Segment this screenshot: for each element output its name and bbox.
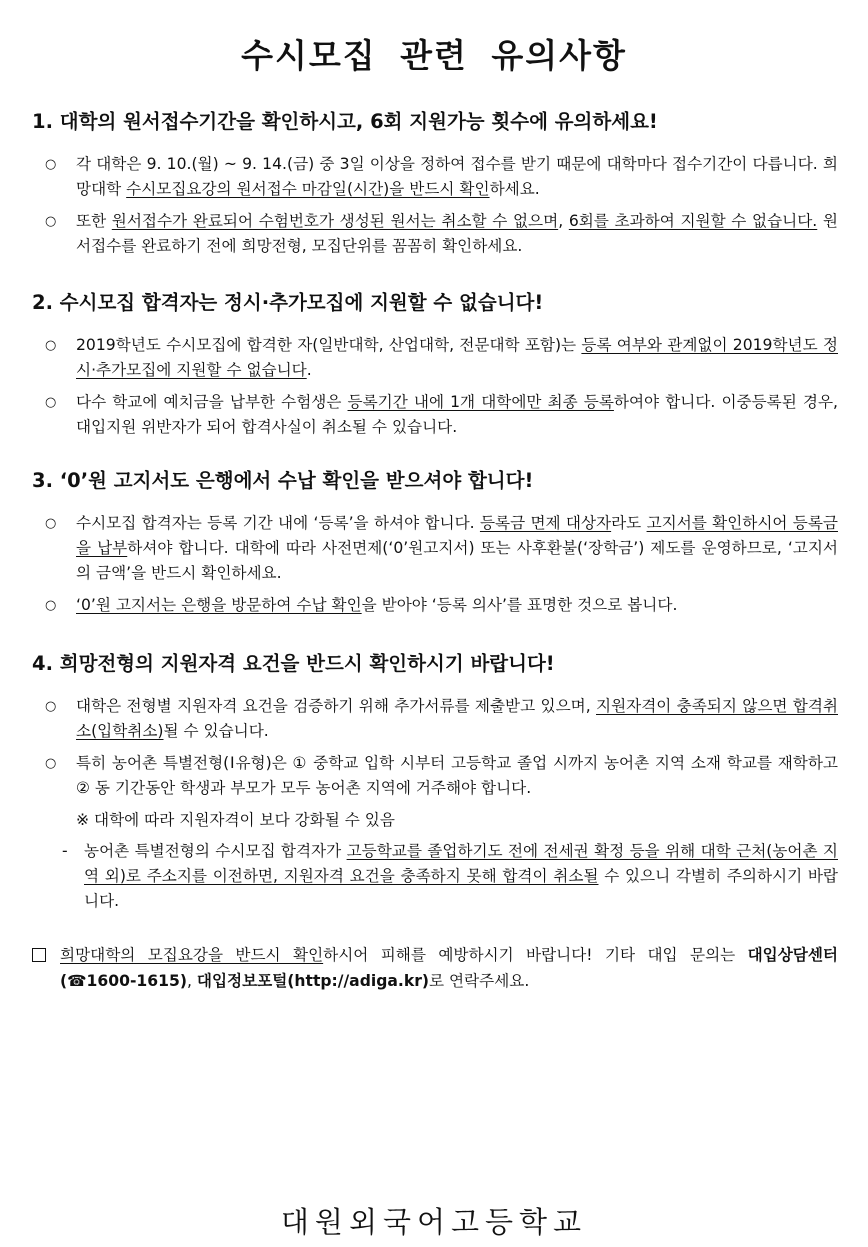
bullet-text: 각 대학은 9. 10.(월) ~ 9. 14.(금) 중 3일 이상을 정하여 접수를 받기 때문에 대학마다 접수기간이 다릅니다. 희망대학 [76, 155, 838, 198]
circle-bullet-icon: ○ [45, 756, 57, 771]
section-4-bullet-2 [32, 751, 838, 801]
school-name: 대원외국어고등학교 [280, 1205, 588, 1239]
bullet-text: . [306, 361, 312, 379]
circle-bullet-icon: ○ [45, 338, 57, 353]
underlined-text: 고등학교를 졸업하기도 전에 전세권 확정 등을 위해 대학 근처(농어촌 지역 외)로 주소지를 이전하면, 지원자격 요건을 충족하지 못해 합격이 취소될 [84, 842, 838, 885]
bullet-text: 을 받아야 ‘등록 의사’를 표명한 것으로 봅니다. [361, 596, 678, 614]
underlined-text: 지원자격이 충족되지 않으면 합격취소(입학취소) [76, 697, 838, 740]
underlined-text: 등록기간 내에 1개 대학에만 최종 등록 [347, 393, 614, 411]
section-4-title: 4. 희망전형의 지원자격 요건을 반드시 확인하시기 바랍니다! [32, 652, 555, 675]
bullet-text: 수시모집 합격자는 등록 기간 내에 ‘등록’을 하셔야 합니다. [76, 514, 480, 532]
underlined-text: 등록금 면제 대상자 [479, 514, 612, 532]
checkbox-square-icon [32, 948, 46, 962]
closing-text [32, 942, 838, 994]
circle-bullet-icon: ○ [45, 699, 57, 714]
contact-center: 대입상담센터(☎1600-1615) [60, 946, 838, 990]
bullet-text: 다수 학교에 예치금을 납부한 수험생은 [76, 393, 348, 411]
section-2-bullet-1 [32, 333, 838, 383]
section-2 [32, 287, 838, 447]
section-4 [32, 648, 838, 914]
section-1-bullet-1 [32, 152, 838, 202]
section-3-bullet-2 [32, 593, 838, 618]
underlined-text: 고지서를 확인하시어 등록금을 납부 [76, 514, 838, 557]
bullet-text: 하셔야 합니다. 대학에 따라 사전면제(‘0’원고지서) 또는 사후환불(‘장학금’) 제도를 운영하므로, ‘고지서의 금액’을 반드시 확인하세요. [76, 539, 838, 582]
bullet-text: 하여야 합니다. 이중등록된 경우, 대입지원 위반자가 되어 합격사실이 취소될 수 있습니다. [76, 393, 838, 436]
closing-note [32, 942, 838, 994]
underlined-text: 원서접수가 완료되어 수험번호가 생성된 원서는 취소할 수 없으며 [111, 212, 559, 230]
section-4-note: ※ 대학에 따라 지원자격이 보다 강화될 수 있음 [76, 811, 395, 829]
underlined-text: ‘0’원 고지서는 은행을 방문하여 수납 확인 [76, 596, 362, 614]
section-3-title: 3. ‘0’원 고지서도 은행에서 수납 확인을 받으셔야 합니다! [32, 469, 534, 492]
bullet-text: 농어촌 특별전형의 수시모집 합격자가 [84, 842, 347, 860]
section-3-bullet-1 [32, 511, 838, 586]
section-1 [32, 106, 838, 266]
circle-bullet-icon: ○ [45, 516, 57, 531]
underlined-text: 등록 여부와 관계없이 2019학년도 정시·추가모집에 지원할 수 없습니다 [76, 336, 838, 379]
bullet-text: , [558, 212, 569, 230]
bullet-text: 또한 [76, 212, 112, 230]
bullet-text: 원서접수를 완료하기 전에 희망전형, 모집단위를 꼼꼼히 확인하세요. [76, 212, 838, 255]
section-1-bullet-2 [32, 209, 838, 259]
bullet-text: 대학은 전형별 지원자격 요건을 검증하기 위해 추가서류를 제출받고 있으며, [76, 697, 597, 715]
closing-text-part: 로 연락주세요. [429, 972, 530, 990]
section-3 [32, 465, 838, 625]
bullet-text: 특히 농어촌 특별전형(Ⅰ유형)은 ① 중학교 입학 시부터 고등학교 졸업 시까지 농어촌 지역 소재 학교를 재학하고 ② 동 기간동안 학생과 부모가 모두 농어촌 지역에 거주해야 합니다. [76, 754, 838, 797]
section-2-bullet-2 [32, 390, 838, 440]
circle-bullet-icon: ○ [45, 598, 57, 613]
bullet-text: 될 수 있습니다. [163, 722, 269, 740]
underlined-text: 6회를 초과하여 지원할 수 없습니다. [568, 212, 818, 230]
circle-bullet-icon: ○ [45, 214, 57, 229]
section-2-title: 2. 수시모집 합격자는 정시·추가모집에 지원할 수 없습니다! [32, 291, 544, 314]
section-1-title: 1. 대학의 원서접수기간을 확인하시고, 6회 지원가능 횟수에 유의하세요! [32, 110, 658, 133]
circle-bullet-icon: ○ [45, 395, 57, 410]
section-4-bullet-1 [32, 694, 838, 744]
bullet-text: 하세요. [489, 180, 540, 198]
section-4-dash-item [32, 839, 838, 914]
dash-bullet-icon: - [62, 842, 68, 860]
closing-text-part: 하시어 피해를 예방하시기 바랍니다! 기타 대입 문의는 [323, 946, 748, 964]
page-title: 수시모집 관련 유의사항 [241, 36, 627, 75]
circle-bullet-icon: ○ [45, 157, 57, 172]
portal-link: 대입정보포털(http://adiga.kr) [196, 972, 430, 990]
bullet-text: 수 있으니 각별히 주의하시기 바랍니다. [84, 867, 838, 910]
closing-text-part: , [186, 972, 197, 990]
bullet-text: 2019학년도 수시모집에 합격한 자(일반대학, 산업대학, 전문대학 포함)는 [76, 336, 582, 354]
bullet-text: 라도 [611, 514, 647, 532]
underlined-text: 희망대학의 모집요강을 반드시 확인 [60, 946, 324, 964]
underlined-text: 수시모집요강의 원서접수 마감일(시간)을 반드시 확인 [126, 180, 490, 198]
